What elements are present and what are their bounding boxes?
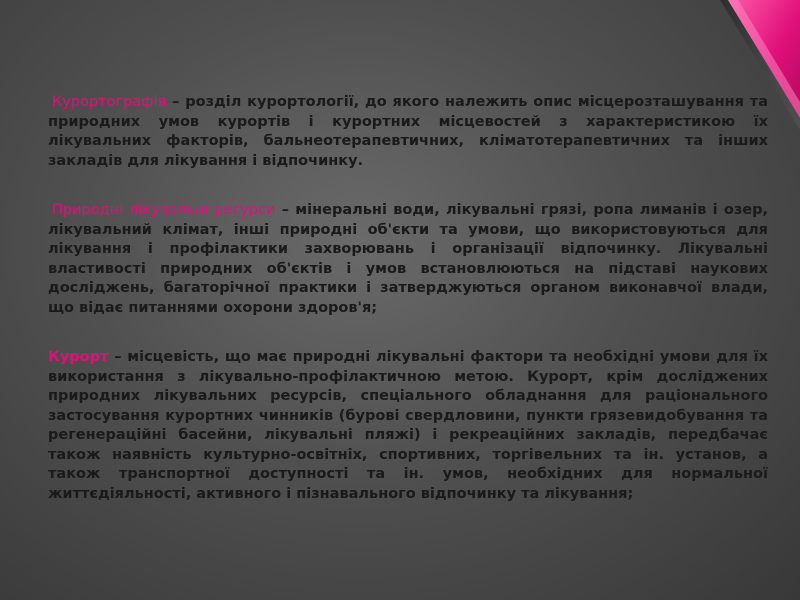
- term-resort-geography: Курортографія: [52, 94, 167, 110]
- term-natural-resources: Природні лікувальні ресурси: [52, 202, 276, 218]
- definition-natural-resources: – мінеральні води, лікувальні грязі, ропа лиманів і озер, лікувальний клімат, інші природні об'єкти та умови, що використовуються для лікування і профілактики захворювань і організації відпочинку. Лікувальні властивості природних об'єктів і умов встановлюються на підставі наукових досліджень, багаторічної практики і затверджуються органом виконавчої влади, що відає питаннями охорони здоров'я;: [48, 202, 768, 316]
- term-resort: Курорт: [48, 349, 109, 365]
- paragraph-resort-geography: [48, 93, 768, 171]
- definition-resort: – місцевість, що має природні лікувальні фактори та необхідні умови для їх використання з лікувально-профілактичною метою. Курорт, крім досліджених природних лікувальних ресурсів, спеціального обладнання для раціонального застосування курортних чинників (бурові свердловини, пункти грязевидобування та регенераційні басейни, лікувальні пляжі) і рекреаційних закладів, передбачає також наявність культурно-освітніх, спортивних, торгівельних та ін. установ, а також транспортної доступності та ін. умов, необхідних для нормальної життєдіяльності, активного і пізнавального відпочинку та лікування;: [48, 349, 768, 502]
- paragraph-natural-resources: [48, 201, 768, 318]
- definitions-text-block: [48, 93, 768, 534]
- paragraph-resort: [48, 348, 768, 504]
- definition-resort-geography: – розділ курортології, до якого належить опис місцерозташування та природних умов курортів і курортних місцевостей з характеристикою їх лікувальних факторів, бальнеотерапевтичних, кліматотерапевтичних та інших закладів для лікування і відпочинку.: [48, 94, 768, 169]
